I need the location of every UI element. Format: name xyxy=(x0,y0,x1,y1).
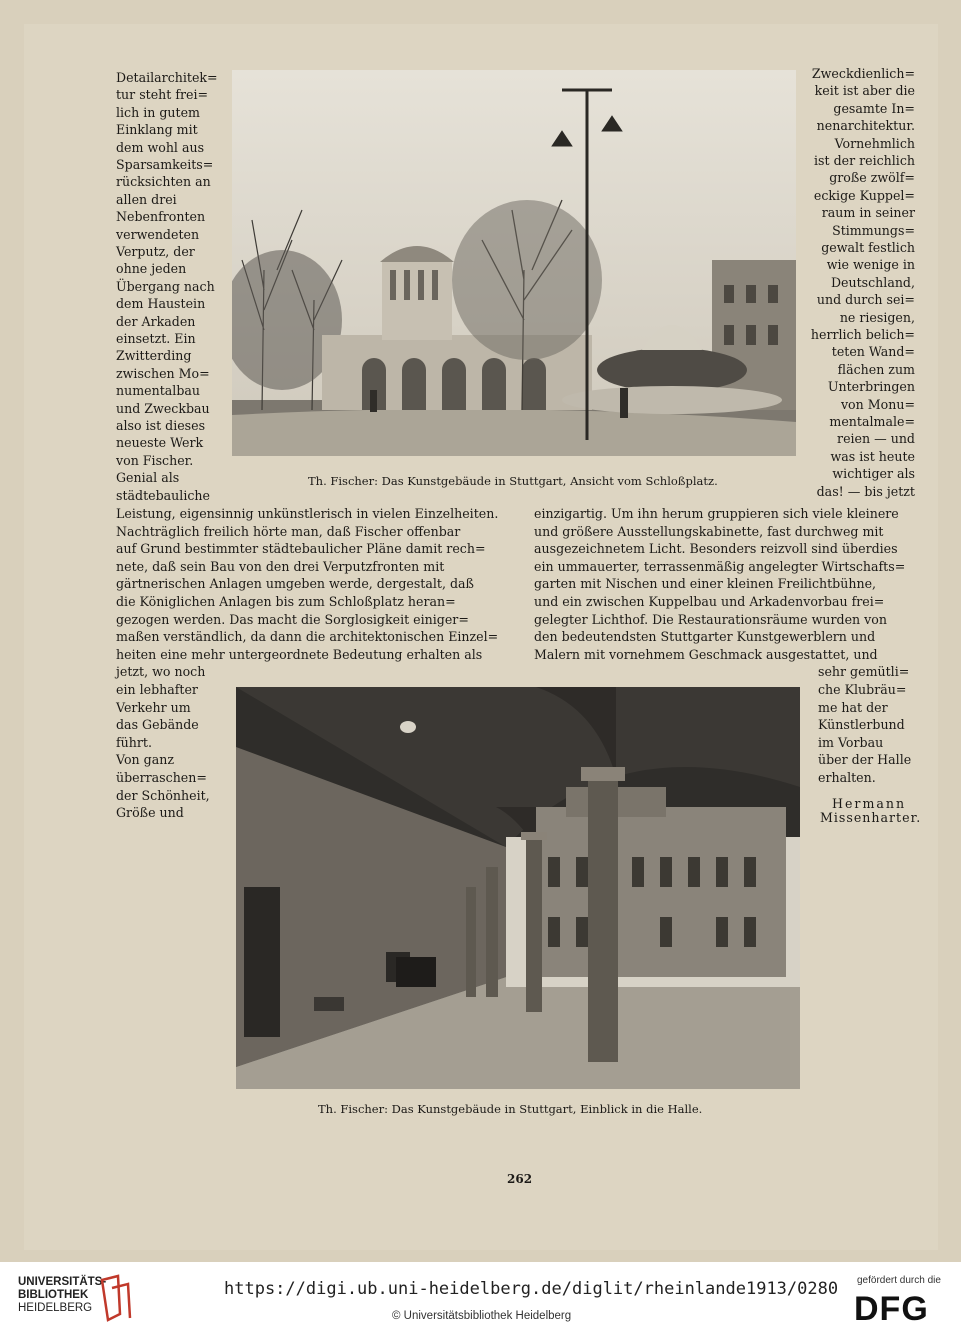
left-column-line: Übergang nach xyxy=(116,278,215,294)
left-column-line: zwischen Mo= xyxy=(116,365,210,381)
right-column-line: flächen zum xyxy=(837,361,915,377)
left-column-line: verwendeten xyxy=(116,226,200,242)
left-column-line: also ist dieses xyxy=(116,418,206,433)
right-column-line: herrlich belich= xyxy=(810,327,915,342)
right-column-line: Stimmungs= xyxy=(832,222,915,238)
left-column-line: einsetzt. Ein xyxy=(116,331,196,346)
copyright-notice: © Universitätsbibliothek Heidelberg xyxy=(392,1310,572,1322)
library-logo-icon xyxy=(98,1274,134,1322)
left-column-line: ohne jeden xyxy=(116,261,187,277)
left-column-line: neueste Werk xyxy=(116,435,204,451)
signature-last-name: Missenharter. xyxy=(820,810,922,825)
right-column-line: eckige Kuppel= xyxy=(813,187,915,203)
viewer-footer xyxy=(0,1262,961,1334)
body-left-line: Nachträglich freilich hörte man, daß Fischer offenbar xyxy=(116,523,461,539)
body-left-line: das Gebände xyxy=(116,717,199,733)
left-column-line: dem Haustein xyxy=(116,296,206,312)
right-column-line: Vornehmlich xyxy=(834,135,915,151)
photo-kunstgebaeude-schlossplatz xyxy=(232,70,796,456)
body-right-line: über der Halle xyxy=(818,752,912,768)
body-left-line: Leistung, eigensinnig unkünstlerisch in vielen Einzelheiten. xyxy=(116,506,499,521)
left-column-line: dem wohl aus xyxy=(116,139,205,155)
funding-label: gefördert durch die xyxy=(857,1275,941,1286)
left-column-line: von Fischer. xyxy=(116,452,194,468)
body-left-line: jetzt, wo noch xyxy=(116,664,206,680)
body-right-line: sehr gemütli= xyxy=(818,664,910,680)
dfg-logo[interactable]: DFG xyxy=(854,1290,929,1328)
right-column-line: das! — bis jetzt xyxy=(816,483,915,499)
left-column-line: städtebauliche xyxy=(116,487,210,503)
right-column-line: Unterbringen xyxy=(827,379,915,395)
left-column-line: Genial als xyxy=(116,470,180,486)
page-number: 262 xyxy=(507,1172,533,1186)
body-right-line: einzigartig. Um ihn herum gruppieren sich viele kleinere xyxy=(534,506,899,521)
right-column-line: reien — und xyxy=(837,431,915,447)
left-column-line: Einklang mit xyxy=(116,122,198,138)
body-right-line: garten mit Nischen und einer kleinen Freilichtbühne, xyxy=(534,576,877,592)
library-name xyxy=(18,1276,106,1315)
library-name-line1: UNIVERSITÄTS- xyxy=(18,1276,107,1288)
signature-first-name: Hermann xyxy=(832,796,907,811)
right-column-line: Deutschland, xyxy=(830,274,915,290)
library-name-line2: BIBLIOTHEK xyxy=(18,1289,89,1301)
right-column-line: gewalt festlich xyxy=(821,240,915,255)
left-column-line: allen drei xyxy=(116,191,177,207)
left-column-line: Zwitterding xyxy=(116,348,192,364)
body-left-line: ein lebhafter xyxy=(116,682,198,697)
right-column-line: ne riesigen, xyxy=(839,309,915,325)
body-right-line: ausgezeichnetem Licht. Besonders reizvoll sind überdies xyxy=(534,541,898,557)
body-right-line: den bedeutendsten Stuttgarter Kunstgewerblern und xyxy=(534,629,876,645)
photo-kunstgebaeude-halle xyxy=(236,687,800,1089)
left-column-line: Nebenfronten xyxy=(116,209,206,225)
body-left-line: führt. xyxy=(116,734,152,750)
caption-top: Th. Fischer: Das Kunstgebäude in Stuttgart, Ansicht vom Schloßplatz. xyxy=(308,474,718,488)
right-column-line: wichtiger als xyxy=(832,466,915,482)
right-column-line: nenarchitektur. xyxy=(816,118,915,134)
right-column-line: mentalmale= xyxy=(829,414,915,429)
body-left-line: gezogen werden. Das macht die Sorglosigkeit einiger= xyxy=(116,611,469,627)
body-left-line: überraschen= xyxy=(116,770,207,785)
caption-bottom: Th. Fischer: Das Kunstgebäude in Stuttgart, Einblick in die Halle. xyxy=(318,1102,703,1116)
body-left-line: heiten eine mehr untergeordnete Bedeutung erhalten als xyxy=(116,646,483,662)
body-right-line: ein ummauerter, terrassenmäßig angelegter Wirtschafts= xyxy=(534,558,906,574)
left-column-line: lich in gutem xyxy=(116,104,200,120)
body-right-line: gelegter Lichthof. Die Restaurationsräume wurden von xyxy=(534,611,887,627)
left-column-line: und Zweckbau xyxy=(116,400,210,416)
right-column-line: keit ist aber die xyxy=(814,83,915,99)
body-left-line: Größe und xyxy=(116,805,184,821)
right-column-line: was ist heute xyxy=(830,448,915,464)
body-left-line: maßen verständlich, da dann die architektonischen Einzel= xyxy=(116,629,499,645)
body-right-line: erhalten. xyxy=(818,770,876,785)
right-column-line: gesamte In= xyxy=(833,100,915,116)
body-right-line: und größere Ausstellungskabinette, fast durchweg mit xyxy=(534,523,884,539)
left-column-line: Sparsamkeits= xyxy=(116,157,214,172)
left-column-line: tur steht frei= xyxy=(116,87,209,103)
right-column-line: ist der reichlich xyxy=(814,153,915,168)
right-column-line: wie wenige in xyxy=(826,257,915,273)
left-column-line: der Arkaden xyxy=(116,313,196,329)
body-left-line: gärtnerischen Anlagen umgeben werde, dergestalt, daß xyxy=(116,576,474,592)
body-left-line: die Königlichen Anlagen bis zum Schloßplatz heran= xyxy=(116,594,456,609)
body-right-line: che Klubräu= xyxy=(818,682,907,697)
right-column-line: große zwölf= xyxy=(829,170,915,186)
body-right-line: Malern mit vornehmem Geschmack ausgestattet, und xyxy=(534,646,878,662)
left-column-line: Verputz, der xyxy=(116,244,195,259)
body-left-line: der Schönheit, xyxy=(116,787,210,803)
body-right-line: im Vorbau xyxy=(818,734,884,750)
left-column-line: Detailarchitek= xyxy=(116,70,218,85)
body-left-line: Von ganz xyxy=(116,752,174,768)
right-column-line: raum in seiner xyxy=(821,205,915,221)
body-left-line: Verkehr um xyxy=(116,699,191,715)
body-right-line: und ein zwischen Kuppelbau und Arkadenvorbau frei= xyxy=(534,594,885,609)
right-column-line: und durch sei= xyxy=(816,292,915,308)
body-right-line: Künstlerbund xyxy=(818,717,905,733)
right-column-line: teten Wand= xyxy=(831,344,915,360)
right-column-line: Zweckdienlich= xyxy=(811,66,915,81)
library-name-line3: HEIDELBERG xyxy=(18,1302,93,1314)
body-left-line: auf Grund bestimmter städtebaulicher Pläne damit rech= xyxy=(116,541,486,557)
permalink-url[interactable]: https://digi.ub.uni-heidelberg.de/diglit/rheinlande1913/0280 xyxy=(224,1279,839,1299)
body-left-line: nete, daß sein Bau von den drei Verputzfronten mit xyxy=(116,558,445,574)
left-column-line: numentalbau xyxy=(116,383,201,399)
left-column-line: rücksichten an xyxy=(116,174,211,190)
body-right-line: me hat der xyxy=(818,699,888,715)
right-column-line: von Monu= xyxy=(840,396,915,412)
